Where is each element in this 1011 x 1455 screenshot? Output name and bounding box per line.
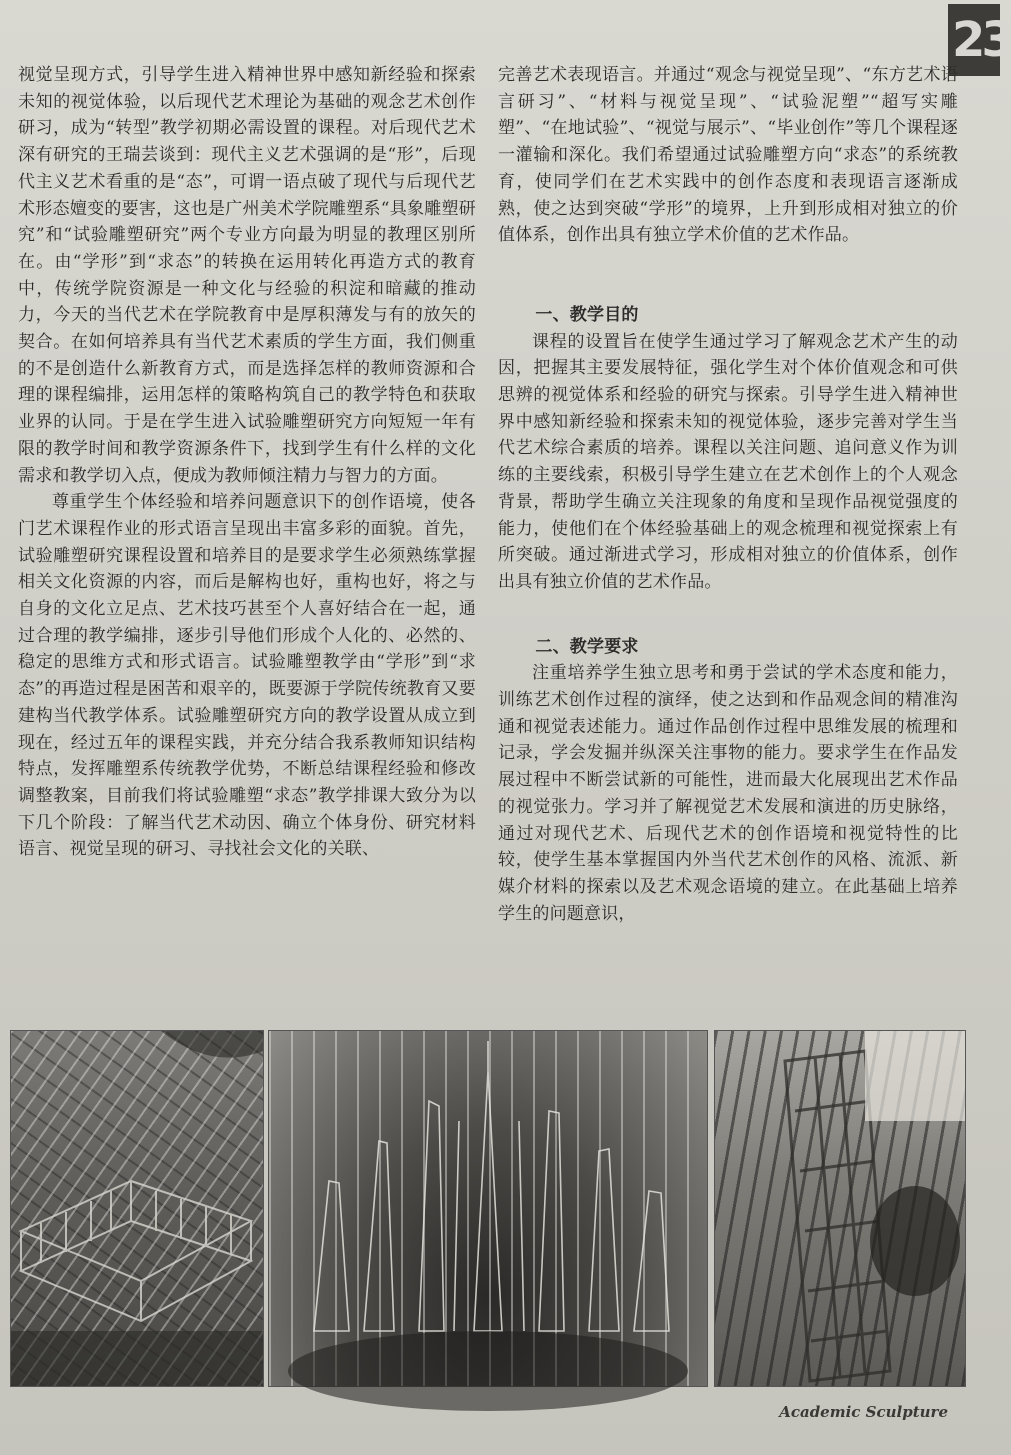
photo-wire-city-skyline [268,1030,708,1387]
photo-strip [0,1018,1000,1388]
wire-city-skyline-icon [269,1031,707,1386]
body-paragraph: 注重培养学生独立思考和勇于尝试的学术态度和能力，训练艺术创作过程的演绎，使之达到和作品观念间的精准沟通和视觉表述能力。通过作品创作过程中思维发展的梳理和记录，学会发掘并纵深关注事物的能力。要求学生在作品发展过程中不断尝试新的可能性，进而最大化展现出艺术作品的视觉张力。学习并了解视觉艺术发展和演进的历史脉络，通过对现代艺术、后现代艺术的创作语境和视觉特性的比较，使学生基本掌握国内外当代艺术创作的风格、流派、新媒介材料的探索以及艺术观念语境的建立。在此基础上培养学生的问题意识， [498,663,958,924]
journal-footer-label: Academic Sculpture [779,1403,948,1421]
page-number: 23 [948,4,1000,76]
body-paragraph: 课程的设置旨在使学生通过学习了解观念艺术产生的动因，把握其主要发展特征，强化学生对个体价值观念和可供思辨的视觉体系和经验的研究与探索。引导学生进入精神世界中感知新经验和探索未知的视觉体验，逐步完善对学生当代艺术综合素质的培养。课程以关注问题、追问意义作为训练的主要线索，积极引导学生建立在艺术创作上的个人观念背景，帮助学生确立关注现象的角度和呈现作品视觉强度的能力，使他们在个体经验基础上的观念梳理和视觉探索上有所突破。通过渐进式学习，形成相对独立的价值体系，创作出具有独立价值的艺术作品。 [498,331,958,592]
right-text-column [498,62,958,927]
section-heading-teaching-requirements: 二、教学要求 [535,636,639,657]
section-heading-teaching-purpose: 一、教学目的 [535,304,639,325]
body-paragraph: 尊重学生个体经验和培养问题意识下的创作语境，使各门艺术课程作业的形式语言呈现出丰富多彩的面貌。首先，试验雕塑研究课程设置和培养目的是要求学生必须熟练掌握相关文化资源的内容，而后是解构也好，重构也好，将之与自身的文化立足点、艺术技巧甚至个人喜好结合在一起，通过合理的教学编排，逐步引导他们形成个人化的、必然的、稳定的思维方式和形式语言。试验雕塑教学由“学形”到“求态”的再造过程是困苦和艰辛的，既要源于学院传统教育又要建构当代教学体系。试验雕塑研究方向的教学设置从成立到现在，经过五年的课程实践，并充分结合我系教师知识结构特点，发挥雕塑系传统教学优势，不断总结课程经验和修改调整教案，目前我们将试验雕塑“求态”教学排课大致分为以下几个阶段：了解当代艺术动因、确立个体身份、研究材料语言、视觉呈现的研习、寻找社会文化的关联、 [18,492,476,860]
left-text-column [18,62,476,863]
metal-rack-frames-icon [11,1031,263,1386]
photo-wire-tower-sculpture [714,1030,966,1387]
body-paragraph: 完善艺术表现语言。并通过“观念与视觉呈现”、“东方艺术语言研习”、“材料与视觉呈现”、“试验泥塑”“超写实雕塑”、“在地试验”、“视觉与展示”、“毕业创作”等几个课程逐一灌输和深化。我们希望通过试验雕塑方向“求态”的系统教育，使同学们在艺术实践中的创作态度和表现语言逐渐成熟，使之达到突破“学形”的境界，上升到形成相对独立的价值体系，创作出具有独立学术价值的艺术作品。 [498,65,958,246]
body-paragraph: 视觉呈现方式，引导学生进入精神世界中感知新经验和探索未知的视觉体验，以后现代艺术理论为基础的观念艺术创作研习，成为“转型”教学初期必需设置的课程。对后现代艺术深有研究的王瑞芸谈到：现代主义艺术强调的是“形”，后现代主义艺术看重的是“态”，可谓一语点破了现代与后现代艺术形态嬗变的要害，这也是广州美术学院雕塑系“具象雕塑研究”和“试验雕塑研究”两个专业方向最为明显的教理区别所在。由“学形”到“求态”的转换在运用转化再造方式的教育中，传统学院资源是一种文化与经验的积淀和暗藏的推动力，今天的当代艺术在学院教育中是厚积薄发与有的放矢的契合。在如何培养具有当代艺术素质的学生方面，我们侧重的不是创造什么新教育方式，而是选择怎样的教师资源和合理的课程编排，运用怎样的策略构筑自己的教学特色和获取业界的认同。于是在学生进入试验雕塑研究方向短短一年有限的教学时间和教学资源条件下，找到学生有什么样的文化需求和教学切入点，便成为教师倾注精力与智力的方面。 [18,65,476,486]
photo-metal-rack-frames [10,1030,264,1387]
wire-tower-sculpture-icon [715,1031,965,1386]
